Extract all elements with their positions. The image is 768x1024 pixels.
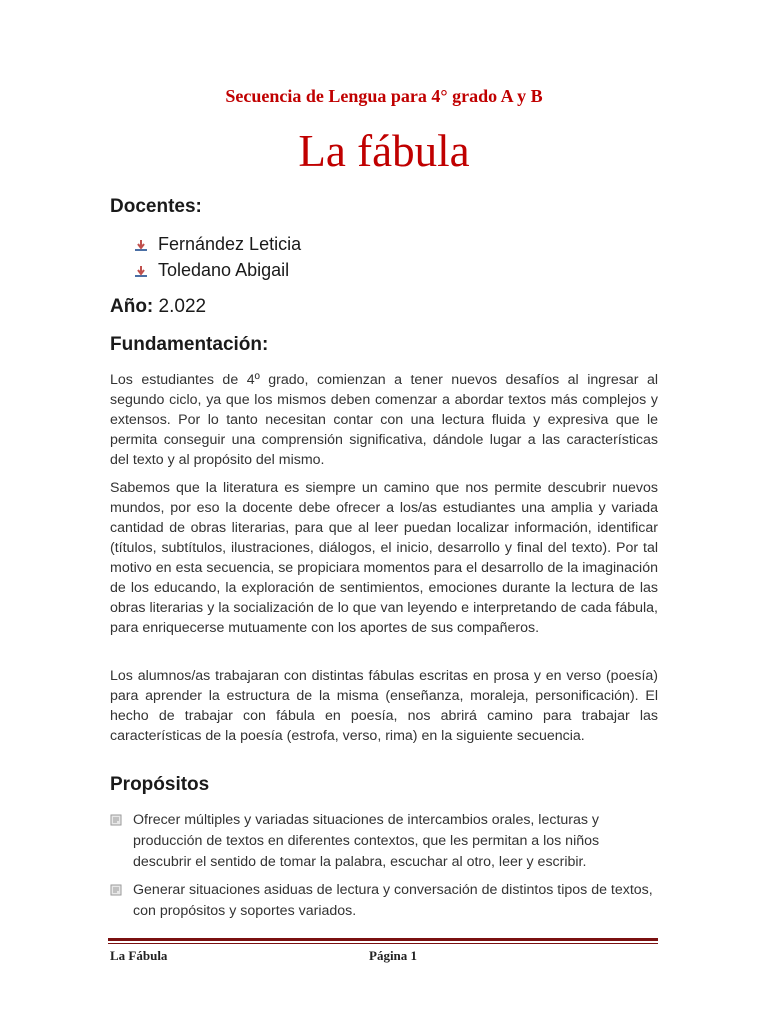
teacher-name: Toledano Abigail	[158, 260, 290, 280]
list-item	[110, 810, 658, 873]
teacher-item	[134, 234, 301, 255]
paragraph: Sabemos que la literatura es siempre un camino que nos permite descubrir nuevos mundos, por eso la docente debe ofrecer a los/as estudiantes una amplia y variada cantidad de obras literarias, para que al leer puedan localizar información, identificar (títulos, subtítulos, ilustraciones, diálogos, el inicio, desarrollo y final del texto). Por tal motivo en esta secuencia, se propiciara momentos para el desarrollo de la imaginación de los educando, la exploración de sentimientos, emociones durante la lectura de las obras literarias y la socialización de lo que van leyendo e interpretando de cada fábula, para enriquecerse mutuamente con los aportes de sus compañeros.	[110, 480, 658, 636]
year-label: Año:	[110, 296, 154, 317]
document-subtitle: Secuencia de Lengua para 4° grado A y B	[225, 86, 543, 106]
list-item	[110, 880, 658, 922]
teacher-name: Fernández Leticia	[158, 234, 302, 254]
docentes-heading: Docentes:	[110, 196, 202, 217]
year-line	[110, 296, 206, 318]
document-title: La fábula	[298, 126, 470, 176]
paragraph: Los estudiantes de 4º grado, comienzan a tener nuevos desafíos al ingresar al segundo ciclo, ya que los mismos deben comenzar a abordar textos más complejos y extensos. Por lo tanto necesitan contar con una lectura fluida y expresiva que le permita conseguir una comprensión significativa, dándole lugar a las características del texto y al propósito del mismo.	[110, 372, 658, 468]
year-value: 2.022	[158, 296, 207, 317]
book-bullet-icon	[110, 884, 122, 896]
list-item-text: Ofrecer múltiples y variadas situaciones de intercambios orales, lecturas y producción de textos en diferentes contextos, que les permitan a los niños descubrir el sentido de tomar la palabra, escuchar al otro, leer y escribir.	[133, 812, 600, 870]
list-item-text: Generar situaciones asiduas de lectura y conversación de distintos tipos de textos, con propósitos y soportes variados.	[133, 882, 653, 919]
arrow-bullet-icon	[134, 264, 148, 278]
footer-document-name: La Fábula	[110, 948, 168, 963]
book-bullet-icon	[110, 814, 122, 826]
teacher-item	[134, 260, 289, 281]
fundamentacion-heading: Fundamentación:	[110, 334, 269, 355]
footer-divider	[108, 938, 658, 944]
paragraph: Los alumnos/as trabajaran con distintas fábulas escritas en prosa y en verso (poesía) para aprender la estructura de la misma (enseñanza, moraleja, personificación). El hecho de trabajar con fábula en poesía, nos abrirá camino para trabajar las características de la poesía (estrofa, verso, rima) en la siguiente secuencia.	[110, 668, 658, 744]
propositos-heading: Propósitos	[110, 774, 210, 795]
footer-page-number: Página 1	[369, 948, 418, 963]
arrow-bullet-icon	[134, 238, 148, 252]
